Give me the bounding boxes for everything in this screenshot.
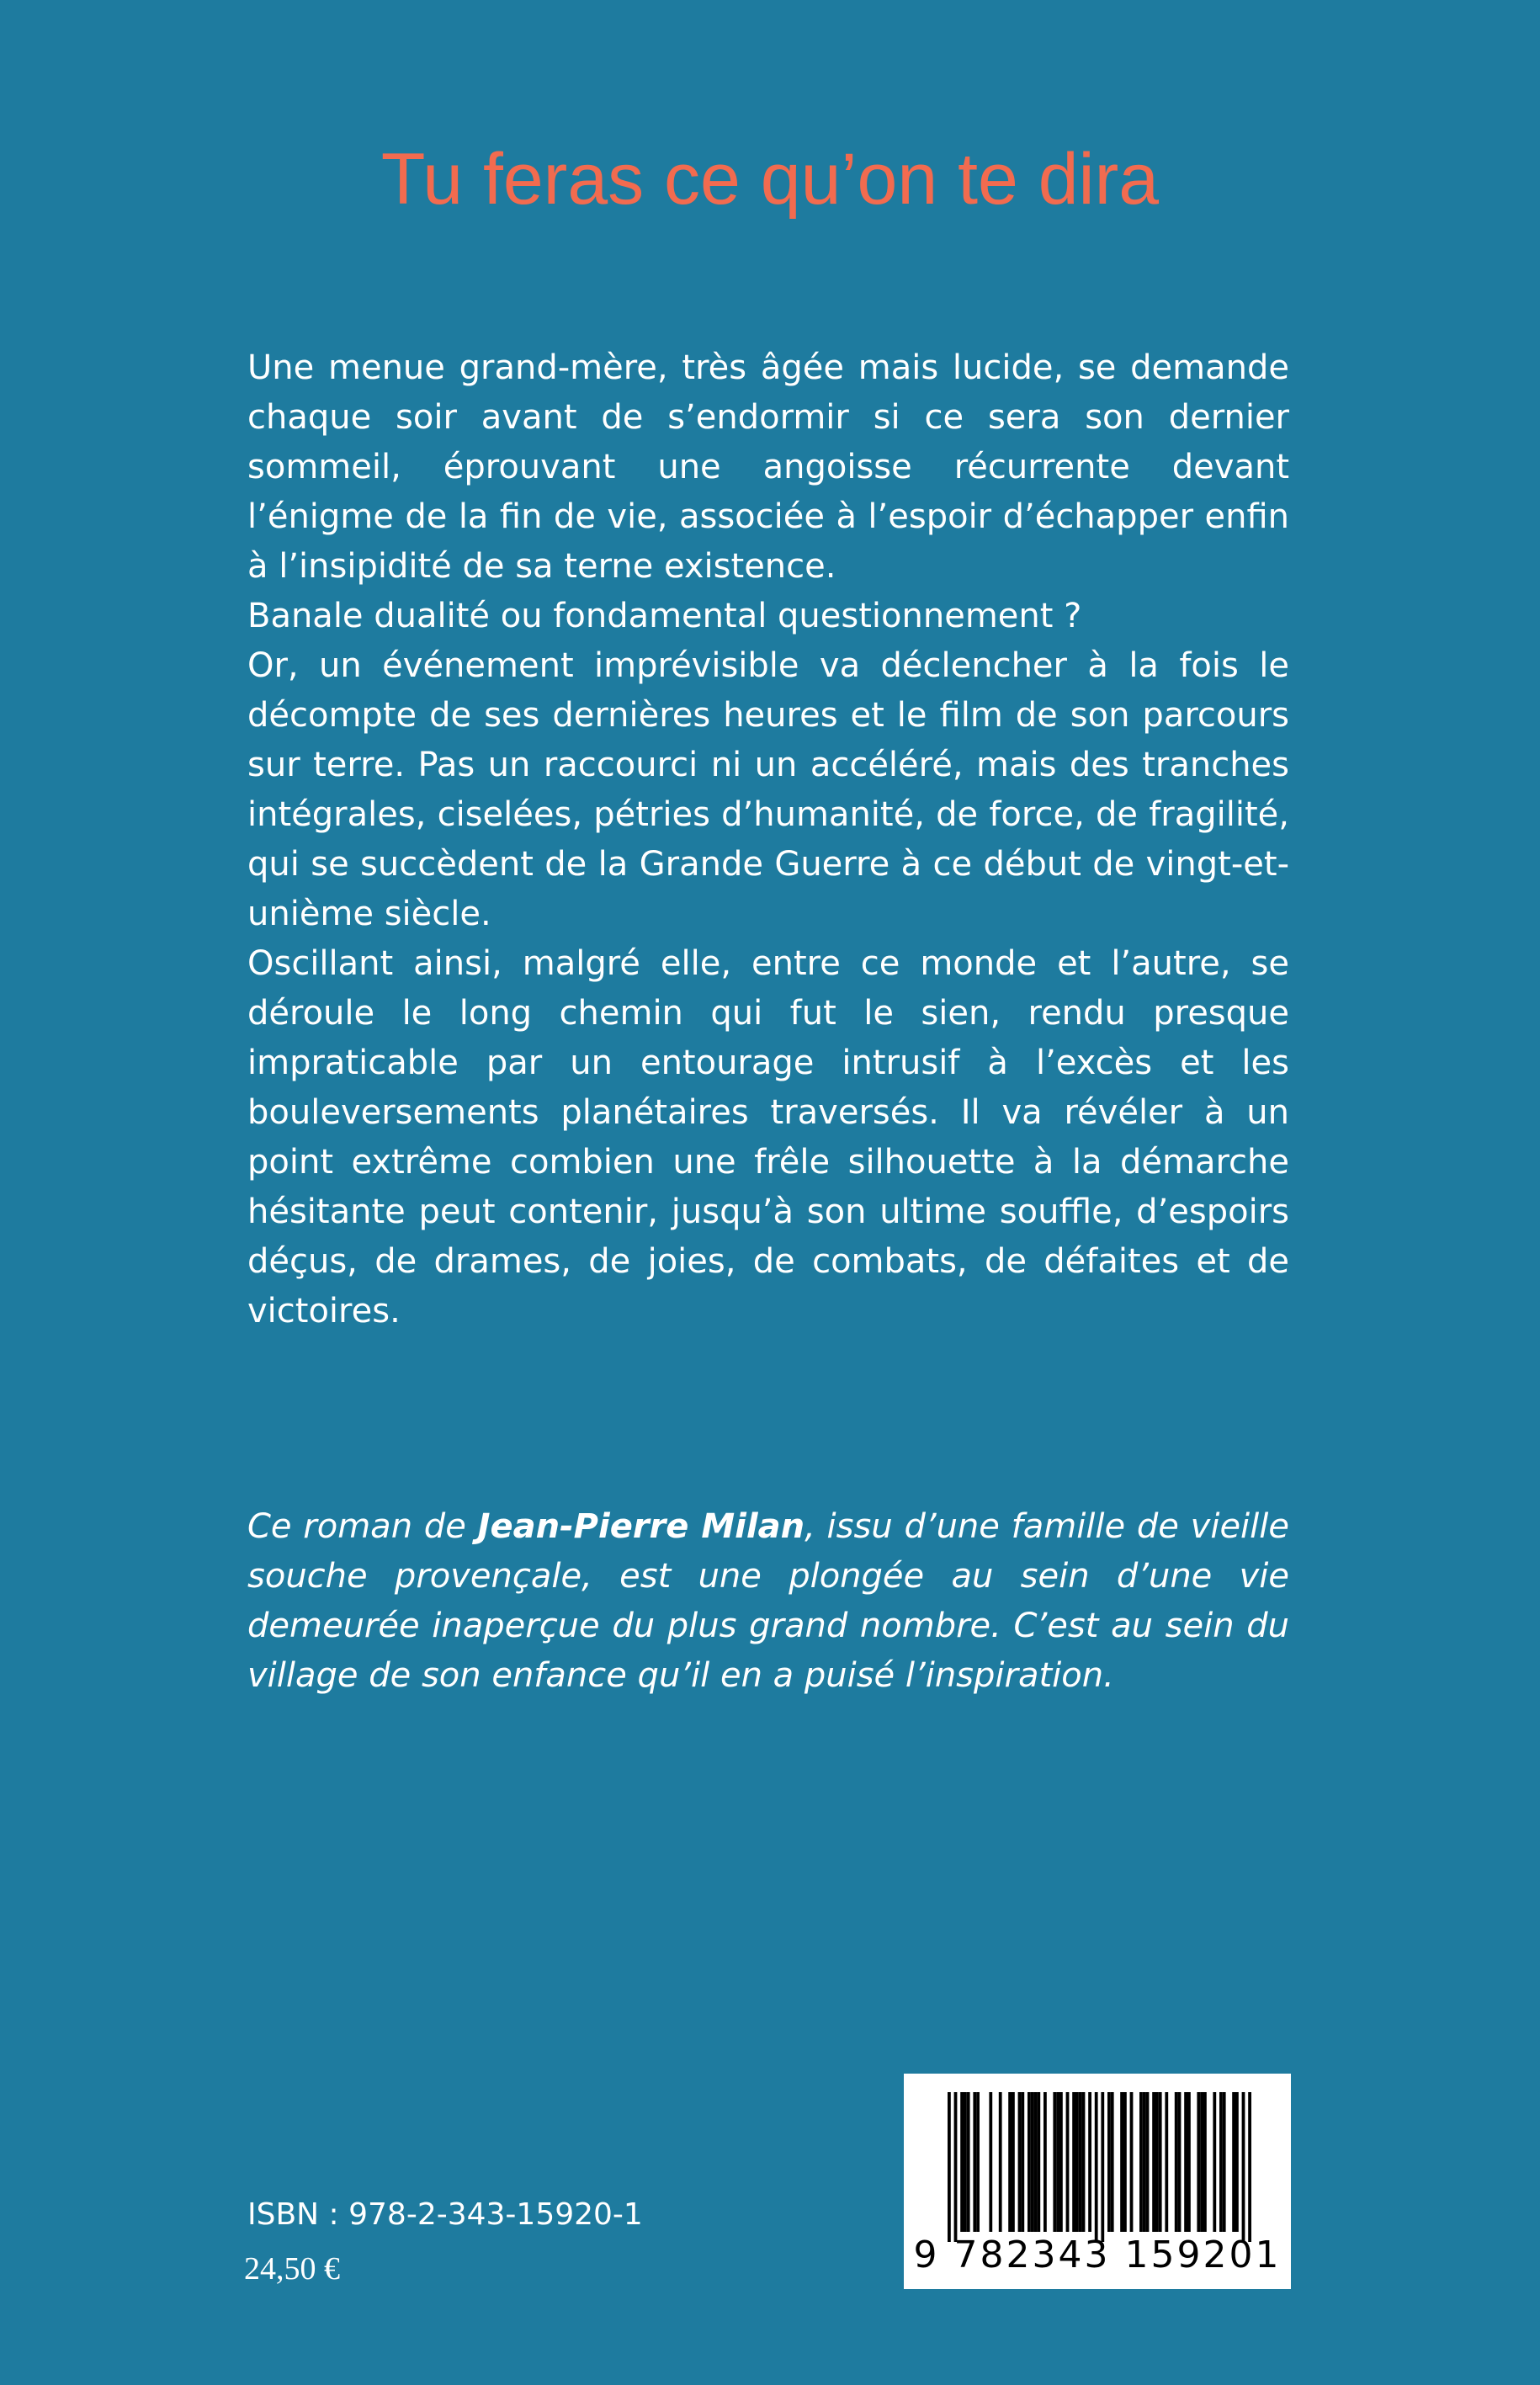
barcode-bar — [1059, 2092, 1063, 2232]
barcode-bar — [1075, 2092, 1079, 2232]
author-bio-suffix: , issu d’une famille de vieille souche provençale, est une plongée au sein d’une vie demeurée inaperçue du plus grand nombre. C’est au sein du village de son enfance qu’il en a puisé l’inspiration. — [247, 1507, 1290, 1695]
barcode-bar — [1143, 2092, 1146, 2232]
barcode-bar — [1235, 2092, 1239, 2232]
barcode-bar — [1056, 2092, 1059, 2232]
barcode-bar — [1066, 2092, 1070, 2232]
isbn-label: ISBN : 978-2-343-15920-1 — [247, 2197, 643, 2232]
barcode-bar — [1139, 2092, 1143, 2232]
barcode-bar — [976, 2092, 980, 2232]
barcode-bar — [1197, 2092, 1200, 2232]
barcode-bar — [1008, 2092, 1012, 2232]
price-label: 24,50 € — [244, 2251, 340, 2287]
book-title: Tu feras ce qu’on te dira — [380, 139, 1160, 220]
barcode-bar — [1159, 2092, 1162, 2232]
synopsis-paragraph: Or, un événement imprévisible va déclencher à la fois le décompte de ses dernières heures et le film de son parcours sur terre. Pas un raccourci ni un accéléré, mais des tranches intégrales, ciselées, pétries d’humanité, de force, de fragilité, qui se succèdent de la Grande Guerre à ce début de vingt-et-unième siècle. — [247, 646, 1289, 933]
synopsis-paragraph: Banale dualité ou fondamental questionnement ? — [247, 597, 1082, 635]
barcode-bar — [1095, 2092, 1098, 2242]
barcode-bar — [1021, 2092, 1024, 2232]
barcode-bar — [967, 2092, 970, 2232]
barcode-bar — [1082, 2092, 1086, 2232]
barcode-bar — [1203, 2092, 1207, 2232]
barcode-bar — [1072, 2092, 1075, 2232]
barcode-bar — [1012, 2092, 1015, 2232]
barcode-bar — [1219, 2092, 1223, 2232]
barcode-bar — [1165, 2092, 1168, 2232]
author-bio-prefix: Ce roman de — [247, 1507, 478, 1546]
author-name: Jean-Pierre Milan — [477, 1507, 805, 1546]
barcode-bar — [1018, 2092, 1022, 2232]
barcode-bar — [1184, 2092, 1187, 2232]
synopsis-paragraph: Une menue grand-mère, très âgée mais lucide, se demande chaque soir avant de s’endormir si ce sera son dernier sommeil, éprouvant une angoisse récurrente devant l’énigme de la fin de vie, associée à l’espoir d’échapper enfin à l’insipidité de sa terne existence. — [247, 348, 1289, 586]
barcode-bar — [1242, 2092, 1245, 2242]
barcode-bar — [960, 2092, 964, 2232]
barcode-bar — [1088, 2092, 1091, 2232]
barcode-bar — [964, 2092, 967, 2232]
barcode-bar — [1232, 2092, 1235, 2232]
barcode-bar — [1223, 2092, 1226, 2232]
barcode-bar — [1043, 2092, 1047, 2232]
barcode-bar — [1037, 2092, 1040, 2232]
barcode-bar — [1178, 2092, 1182, 2232]
barcode-bar — [1152, 2092, 1155, 2232]
barcode-bar — [989, 2092, 992, 2232]
author-bio — [247, 1502, 1289, 1701]
barcode-bar — [1101, 2092, 1104, 2242]
barcode-bar — [1200, 2092, 1203, 2232]
synopsis-paragraph: Oscillant ainsi, malgré elle, entre ce monde et l’autre, se déroule le long chemin qui fut le sien, rendu presque impraticable par un entourage intrusif à l’excès et les bouleversements planétaires traversés. Il va révéler à un point extrême combien une frêle silhouette à la démarche hésitante peut contenir, jusqu’à son ultime souffle, d’espoirs déçus, de drames, de joies, de combats, de défaites et de victoires. — [247, 944, 1289, 1331]
barcode-bar — [1146, 2092, 1150, 2232]
barcode-bar — [1123, 2092, 1127, 2232]
barcode-bar — [1155, 2092, 1159, 2232]
barcode-bar — [1175, 2092, 1178, 2232]
barcode-bar — [1111, 2092, 1114, 2232]
barcode-bar — [954, 2092, 958, 2242]
barcode-digits: 9 782343 159201 — [913, 2234, 1282, 2276]
barcode-bar — [1028, 2092, 1031, 2232]
barcode-bar — [1120, 2092, 1123, 2232]
barcode-bar — [948, 2092, 951, 2242]
barcode-bar — [1034, 2092, 1038, 2232]
barcode-bar — [1248, 2092, 1251, 2242]
synopsis — [247, 343, 1289, 1336]
barcode-bar — [1079, 2092, 1082, 2232]
barcode-bar — [1187, 2092, 1191, 2232]
barcode-bar — [1130, 2092, 1134, 2232]
barcode-bar — [1107, 2092, 1111, 2232]
barcode-bar — [973, 2092, 976, 2232]
barcode-bar — [999, 2092, 1002, 2232]
barcode-bar — [1053, 2092, 1056, 2232]
barcode — [904, 2074, 1291, 2289]
barcode-bar — [1213, 2092, 1216, 2232]
barcode-bar — [1031, 2092, 1034, 2232]
